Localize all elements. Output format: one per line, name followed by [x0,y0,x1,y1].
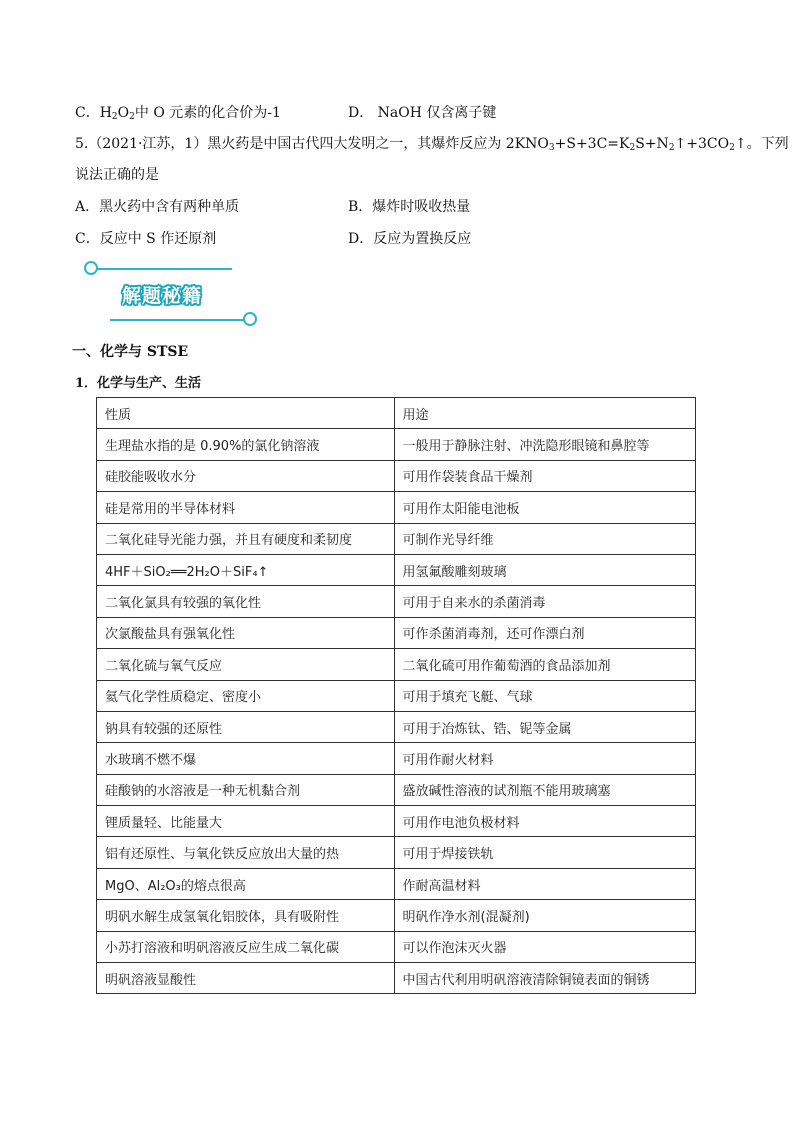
use-cell: 中国古代利用明矾溶液清除铜镜表面的铜锈 [394,963,695,994]
question5-stem [75,135,789,153]
question4-option-c [75,104,281,122]
property-cell: 铝有还原性、与氧化铁反应放出大量的热 [97,837,395,868]
stem-text: +S+3C=K [554,136,630,152]
table-row [97,837,696,868]
properties-uses-table [96,397,696,994]
table-row [97,554,696,585]
table-row [97,617,696,648]
property-cell: 明矾溶液显酸性 [97,963,395,994]
option-c-text: C．H [75,105,112,121]
use-cell: 可用于冶炼钛、锆、铌等金属 [394,711,695,742]
property-cell: 生理盐水指的是 0.90%的氯化钠溶液 [97,429,395,460]
use-cell: 可以作泡沫灭火器 [394,931,695,962]
property-cell: 小苏打溶液和明矾溶液反应生成二氧化碳 [97,931,395,962]
header-cell-property: 性质 [97,398,395,429]
use-cell: 明矾作净水剂(混凝剂) [394,900,695,931]
use-cell: 可用于焊接铁轨 [394,837,695,868]
stem-text: ↑+3CO [674,136,730,152]
banner-circle-right-icon [243,312,257,326]
use-cell: 可用作太阳能电池板 [394,492,695,523]
table-row [97,963,696,994]
subscript: 2 [129,112,135,122]
use-cell: 用氢氟酸雕刻玻璃 [394,554,695,585]
subscript: 2 [729,143,735,153]
property-cell: 水玻璃不燃不爆 [97,743,395,774]
table-row [97,931,696,962]
banner-title: 解题秘籍 [122,285,203,307]
use-cell: 盛放碱性溶液的试剂瓶不能用玻璃塞 [394,774,695,805]
property-cell: 4HF＋SiO₂══2H₂O＋SiF₄↑ [97,554,395,585]
table-row [97,743,696,774]
property-cell: 二氧化硅导光能力强，并且有硬度和柔韧度 [97,523,395,554]
property-cell: 次氯酸盐具有强氧化性 [97,617,395,648]
banner-circle-left-icon [84,261,98,275]
stem-text: 5.（2021·江苏，1）黑火药是中国古代四大发明之一，其爆炸反应为 2KNO [75,136,549,152]
section-heading: 一、化学与 STSE [72,344,189,360]
table-row [97,806,696,837]
property-cell: 硅胶能吸收水分 [97,460,395,491]
use-cell: 可用于自来水的杀菌消毒 [394,586,695,617]
table-row [97,774,696,805]
use-cell: 可用作电池负极材料 [394,806,695,837]
property-cell: 硅酸钠的水溶液是一种无机黏合剂 [97,774,395,805]
question5-option-c: C．反应中 S 作还原剂 [75,231,217,247]
table-row [97,460,696,491]
subscript: 2 [668,143,675,153]
option-c-text: 中 O 元素的化合价为-1 [134,105,281,121]
question5-stem-line2: 说法正确的是 [75,167,159,183]
table-row [97,649,696,680]
use-cell: 二氧化硫可用作葡萄酒的食品添加剂 [394,649,695,680]
use-cell: 可制作光导纤维 [394,523,695,554]
table-row [97,868,696,899]
use-cell: 可作杀菌消毒剂，还可作漂白剂 [394,617,695,648]
subscript: 3 [548,143,555,153]
table-row [97,586,696,617]
table-row [97,523,696,554]
use-cell: 一般用于静脉注射、冲洗隐形眼镜和鼻腔等 [394,429,695,460]
property-cell: 钠具有较强的还原性 [97,711,395,742]
question4-option-d: D． NaOH 仅含离子键 [348,105,497,121]
property-cell: 氦气化学性质稳定、密度小 [97,680,395,711]
property-cell: 硅是常用的半导体材料 [97,492,395,523]
header-cell-use: 用途 [394,398,695,429]
question5-option-d: D．反应为置换反应 [348,231,472,247]
table-row [97,711,696,742]
use-cell: 可用作耐火材料 [394,743,695,774]
table-row [97,492,696,523]
table-row [97,900,696,931]
banner-bottom-rule [110,319,250,321]
property-cell: 锂质量轻、比能量大 [97,806,395,837]
property-cell: 明矾水解生成氢氧化铝胶体，具有吸附性 [97,900,395,931]
option-c-text: O [117,105,130,121]
section-banner [80,258,265,330]
table-row [97,429,696,460]
section-subheading: 1．化学与生产、生活 [75,376,202,391]
use-cell: 可用于填充飞艇、气球 [394,680,695,711]
property-cell: 二氧化硫与氧气反应 [97,649,395,680]
table-row [97,680,696,711]
subscript: 2 [629,143,636,153]
table-header-row [97,398,696,429]
stem-text: ↑。下列 [734,136,789,152]
use-cell: 作耐高温材料 [394,868,695,899]
property-cell: 二氧化氯具有较强的氧化性 [97,586,395,617]
banner-top-rule [92,268,232,270]
question5-option-a: A．黑火药中含有两种单质 [75,199,240,215]
table-body [97,398,696,994]
use-cell: 可用作袋装食品干燥剂 [394,460,695,491]
property-cell: MgO、Al₂O₃的熔点很高 [97,868,395,899]
stem-text: S+N [635,136,669,152]
subscript: 2 [111,112,118,122]
question5-option-b: B．爆炸时吸收热量 [348,199,471,215]
